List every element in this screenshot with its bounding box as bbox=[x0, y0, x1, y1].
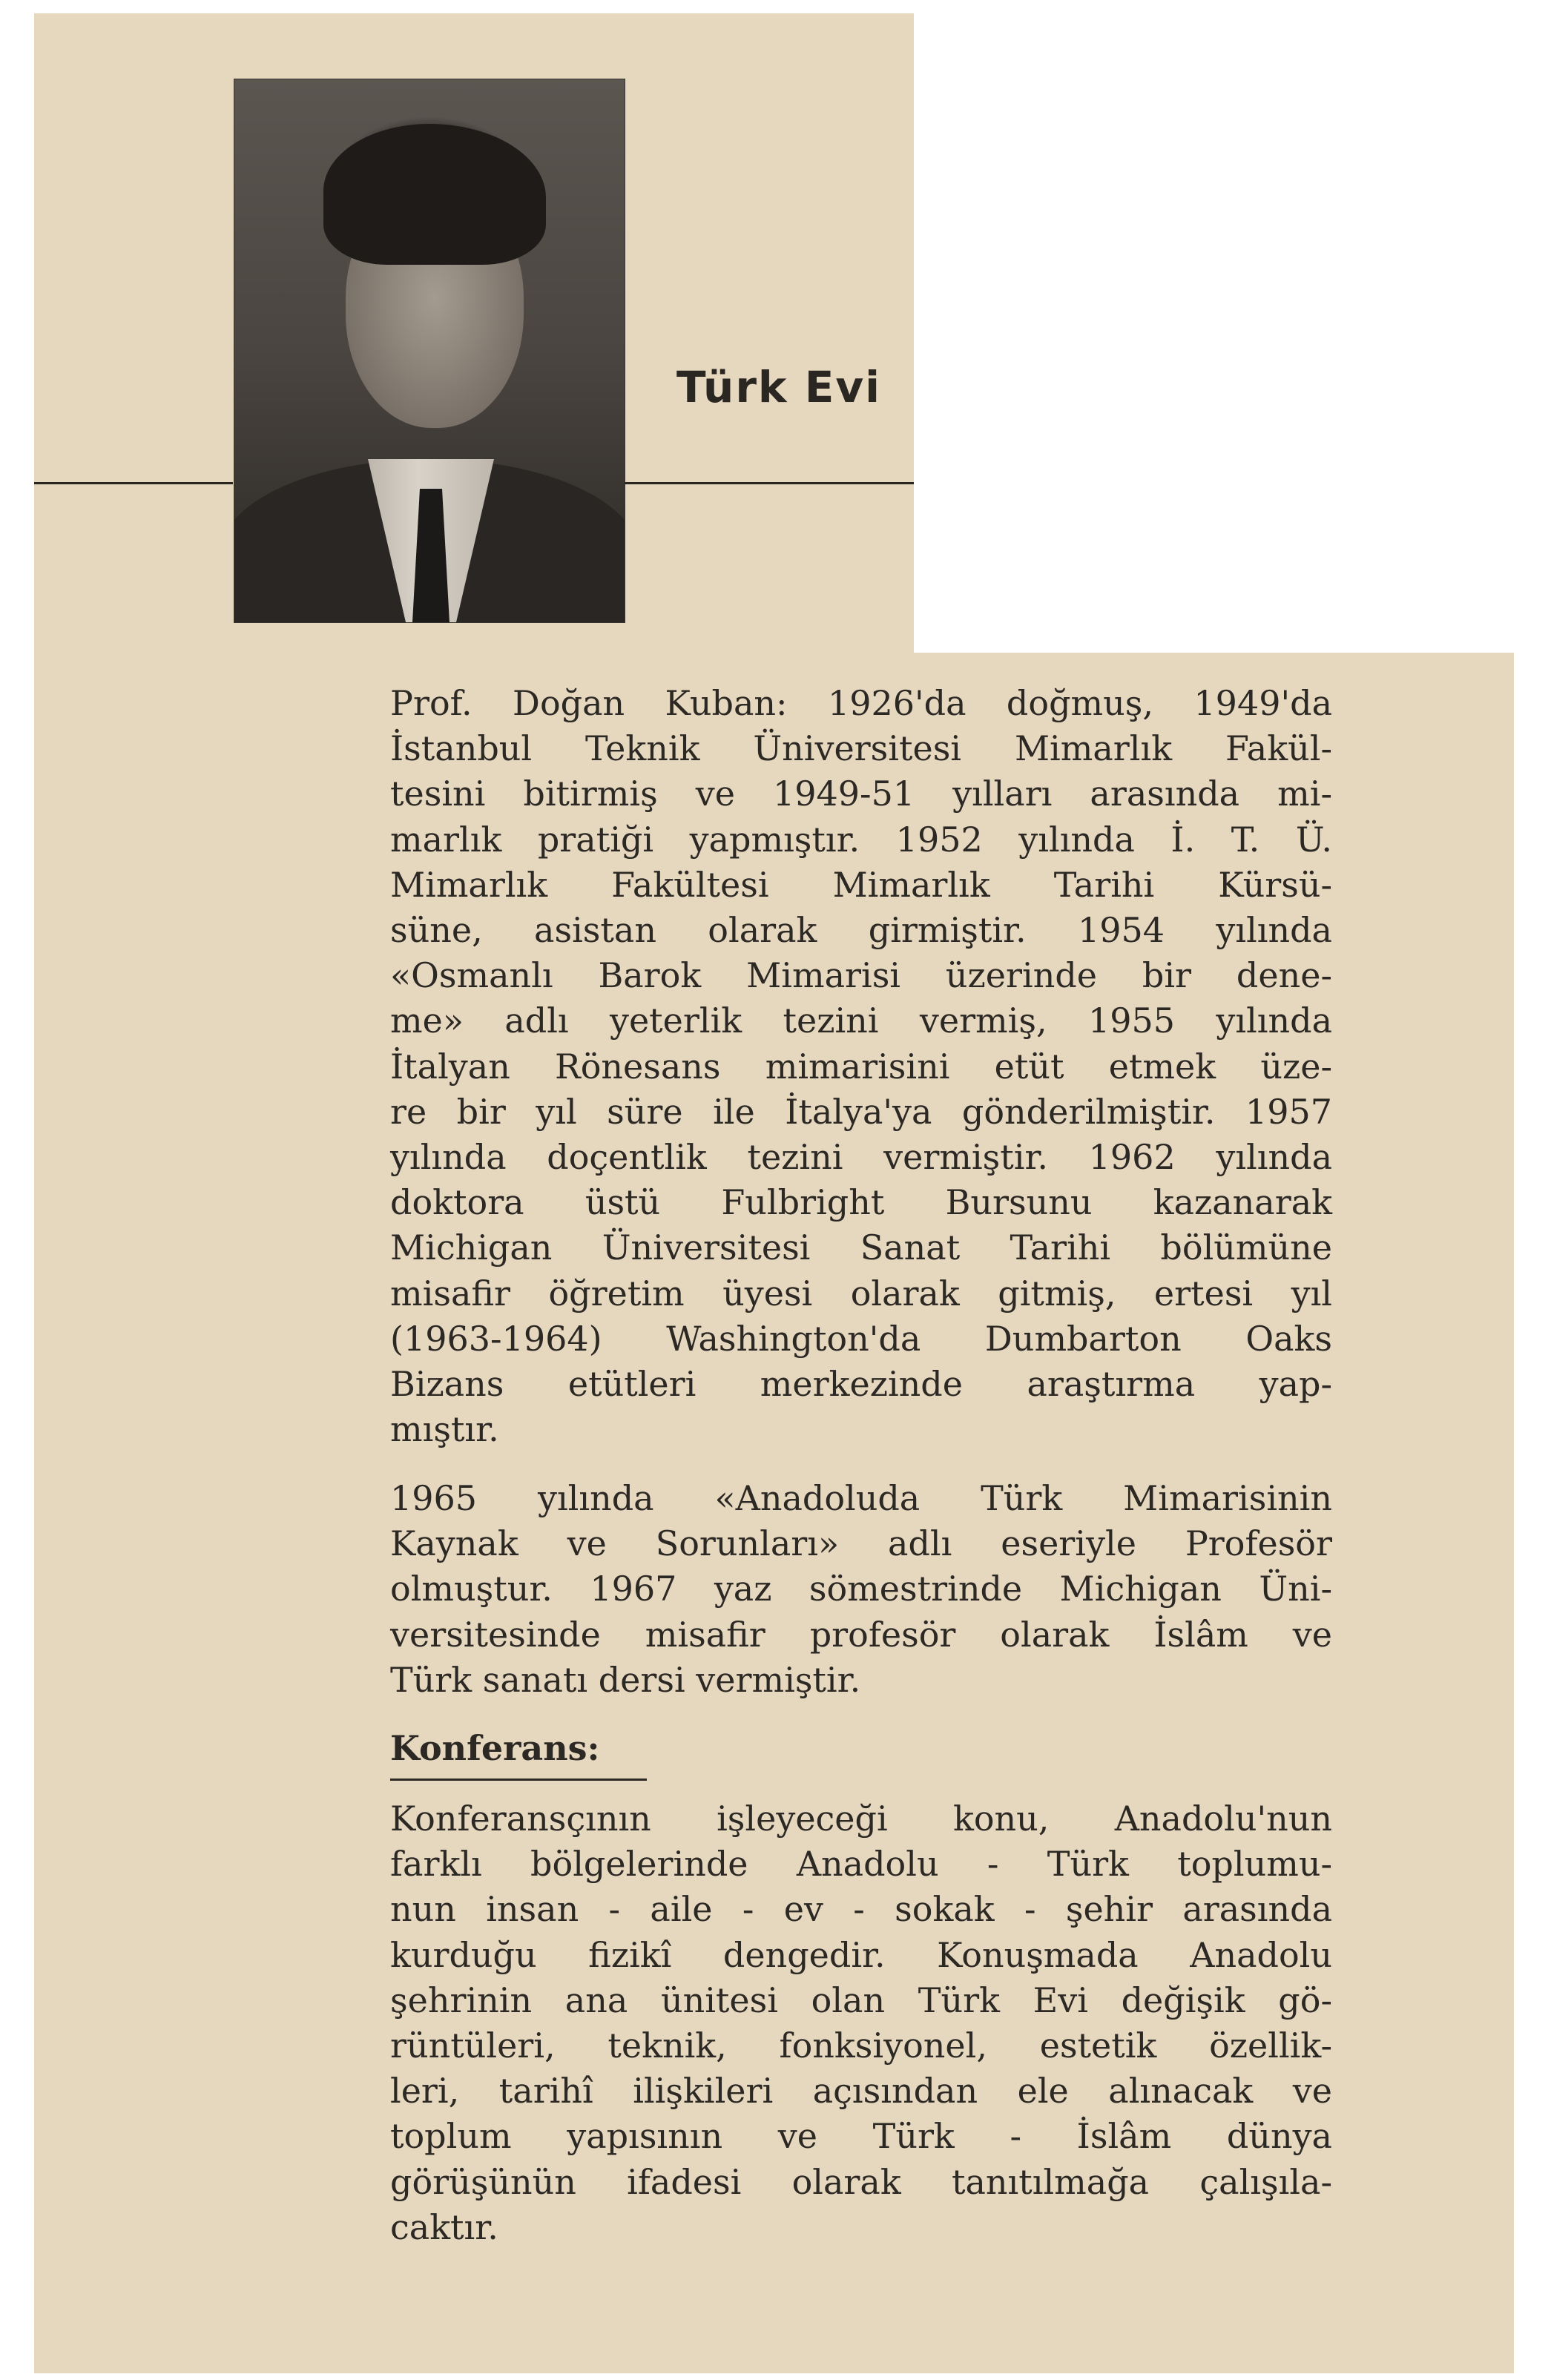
biography-line: doktora üstü Fulbright Bursunu kazanarak bbox=[390, 1182, 1332, 1223]
conference-line: görüşünün ifadesi olarak tanıtılmağa çalışıla- bbox=[390, 2161, 1332, 2202]
conference-line: farklı bölgelerinde Anadolu - Türk toplumu- bbox=[390, 1844, 1332, 1885]
biography-line: Mimarlık Fakültesi Mimarlık Tarihi Kürsü- bbox=[390, 864, 1332, 905]
biography-paragraph-2 bbox=[390, 1476, 1332, 1703]
conference-line: leri, tarihî ilişkileri açısından ele alınacak ve bbox=[390, 2071, 1332, 2112]
biography-line: Kaynak ve Sorunları» adlı eseriyle Profesör bbox=[390, 1523, 1332, 1564]
biography-line: İstanbul Teknik Üniversitesi Mimarlık Fakül- bbox=[390, 728, 1332, 769]
biography-line: olmuştur. 1967 yaz sömestrinde Michigan Üni- bbox=[390, 1569, 1332, 1609]
biography-line: re bir yıl süre ile İtalya'ya gönderilmiştir. 1957 bbox=[390, 1091, 1332, 1132]
biography-line: Bizans etütleri merkezinde araştırma yap- bbox=[390, 1364, 1332, 1405]
biography-line: Michigan Üniversitesi Sanat Tarihi bölümüne bbox=[390, 1227, 1332, 1268]
biography-paragraph bbox=[390, 681, 1332, 1452]
conference-paragraph bbox=[390, 1796, 1332, 2250]
conference-heading: Konferans: bbox=[390, 1728, 600, 1768]
conference-line: toplum yapısının ve Türk - İslâm dünya bbox=[390, 2116, 1332, 2157]
portrait-photo bbox=[234, 79, 625, 623]
biography-line: marlık pratiği yapmıştır. 1952 yılında İ. T. Ü. bbox=[390, 819, 1332, 860]
biography-line: yılında doçentlik tezini vermiştir. 1962 yılında bbox=[390, 1137, 1332, 1178]
biography-line: Türk sanatı dersi vermiştir. bbox=[390, 1659, 861, 1700]
biography-line: süne, asistan olarak girmiştir. 1954 yılında bbox=[390, 910, 1332, 951]
biography-line: Prof. Doğan Kuban: 1926'da doğmuş, 1949'da bbox=[390, 683, 1332, 723]
biography-line: İtalyan Rönesans mimarisini etüt etmek üze- bbox=[390, 1046, 1332, 1087]
article-heading: Türk Evi bbox=[676, 362, 882, 412]
biography-line: me» adlı yeterlik tezini vermiş, 1955 yılında bbox=[390, 1001, 1332, 1041]
biography-line: misafir öğretim üyesi olarak gitmiş, ertesi yıl bbox=[390, 1273, 1332, 1313]
conference-line: Konferansçının işleyeceği konu, Anadolu'nun bbox=[390, 1799, 1332, 1839]
biography-line: (1963-1964) Washington'da Dumbarton Oaks bbox=[390, 1318, 1332, 1359]
biography-line: mıştır. bbox=[390, 1409, 499, 1450]
conference-heading-underline bbox=[390, 1779, 647, 1781]
conference-line: şehrinin ana ünitesi olan Türk Evi değişik gö- bbox=[390, 1980, 1332, 2020]
conference-line: rüntüleri, teknik, fonksiyonel, estetik özellik- bbox=[390, 2025, 1332, 2066]
heading-rule-right bbox=[625, 482, 914, 484]
conference-line: nun insan - aile - ev - sokak - şehir arasında bbox=[390, 1889, 1332, 1930]
biography-line: versitesinde misafir profesör olarak İslâm ve bbox=[390, 1614, 1332, 1655]
heading-rule-left bbox=[34, 482, 233, 484]
conference-line: kurduğu fizikî dengedir. Konuşmada Anadolu bbox=[390, 1934, 1332, 1975]
biography-line: 1965 yılında «Anadoluda Türk Mimarisinin bbox=[390, 1478, 1332, 1518]
portrait-hair bbox=[323, 124, 546, 265]
conference-line: caktır. bbox=[390, 2206, 498, 2247]
biography-line: tesini bitirmiş ve 1949-51 yılları arasında mi- bbox=[390, 774, 1332, 814]
biography-line: «Osmanlı Barok Mimarisi üzerinde bir dene- bbox=[390, 955, 1332, 996]
